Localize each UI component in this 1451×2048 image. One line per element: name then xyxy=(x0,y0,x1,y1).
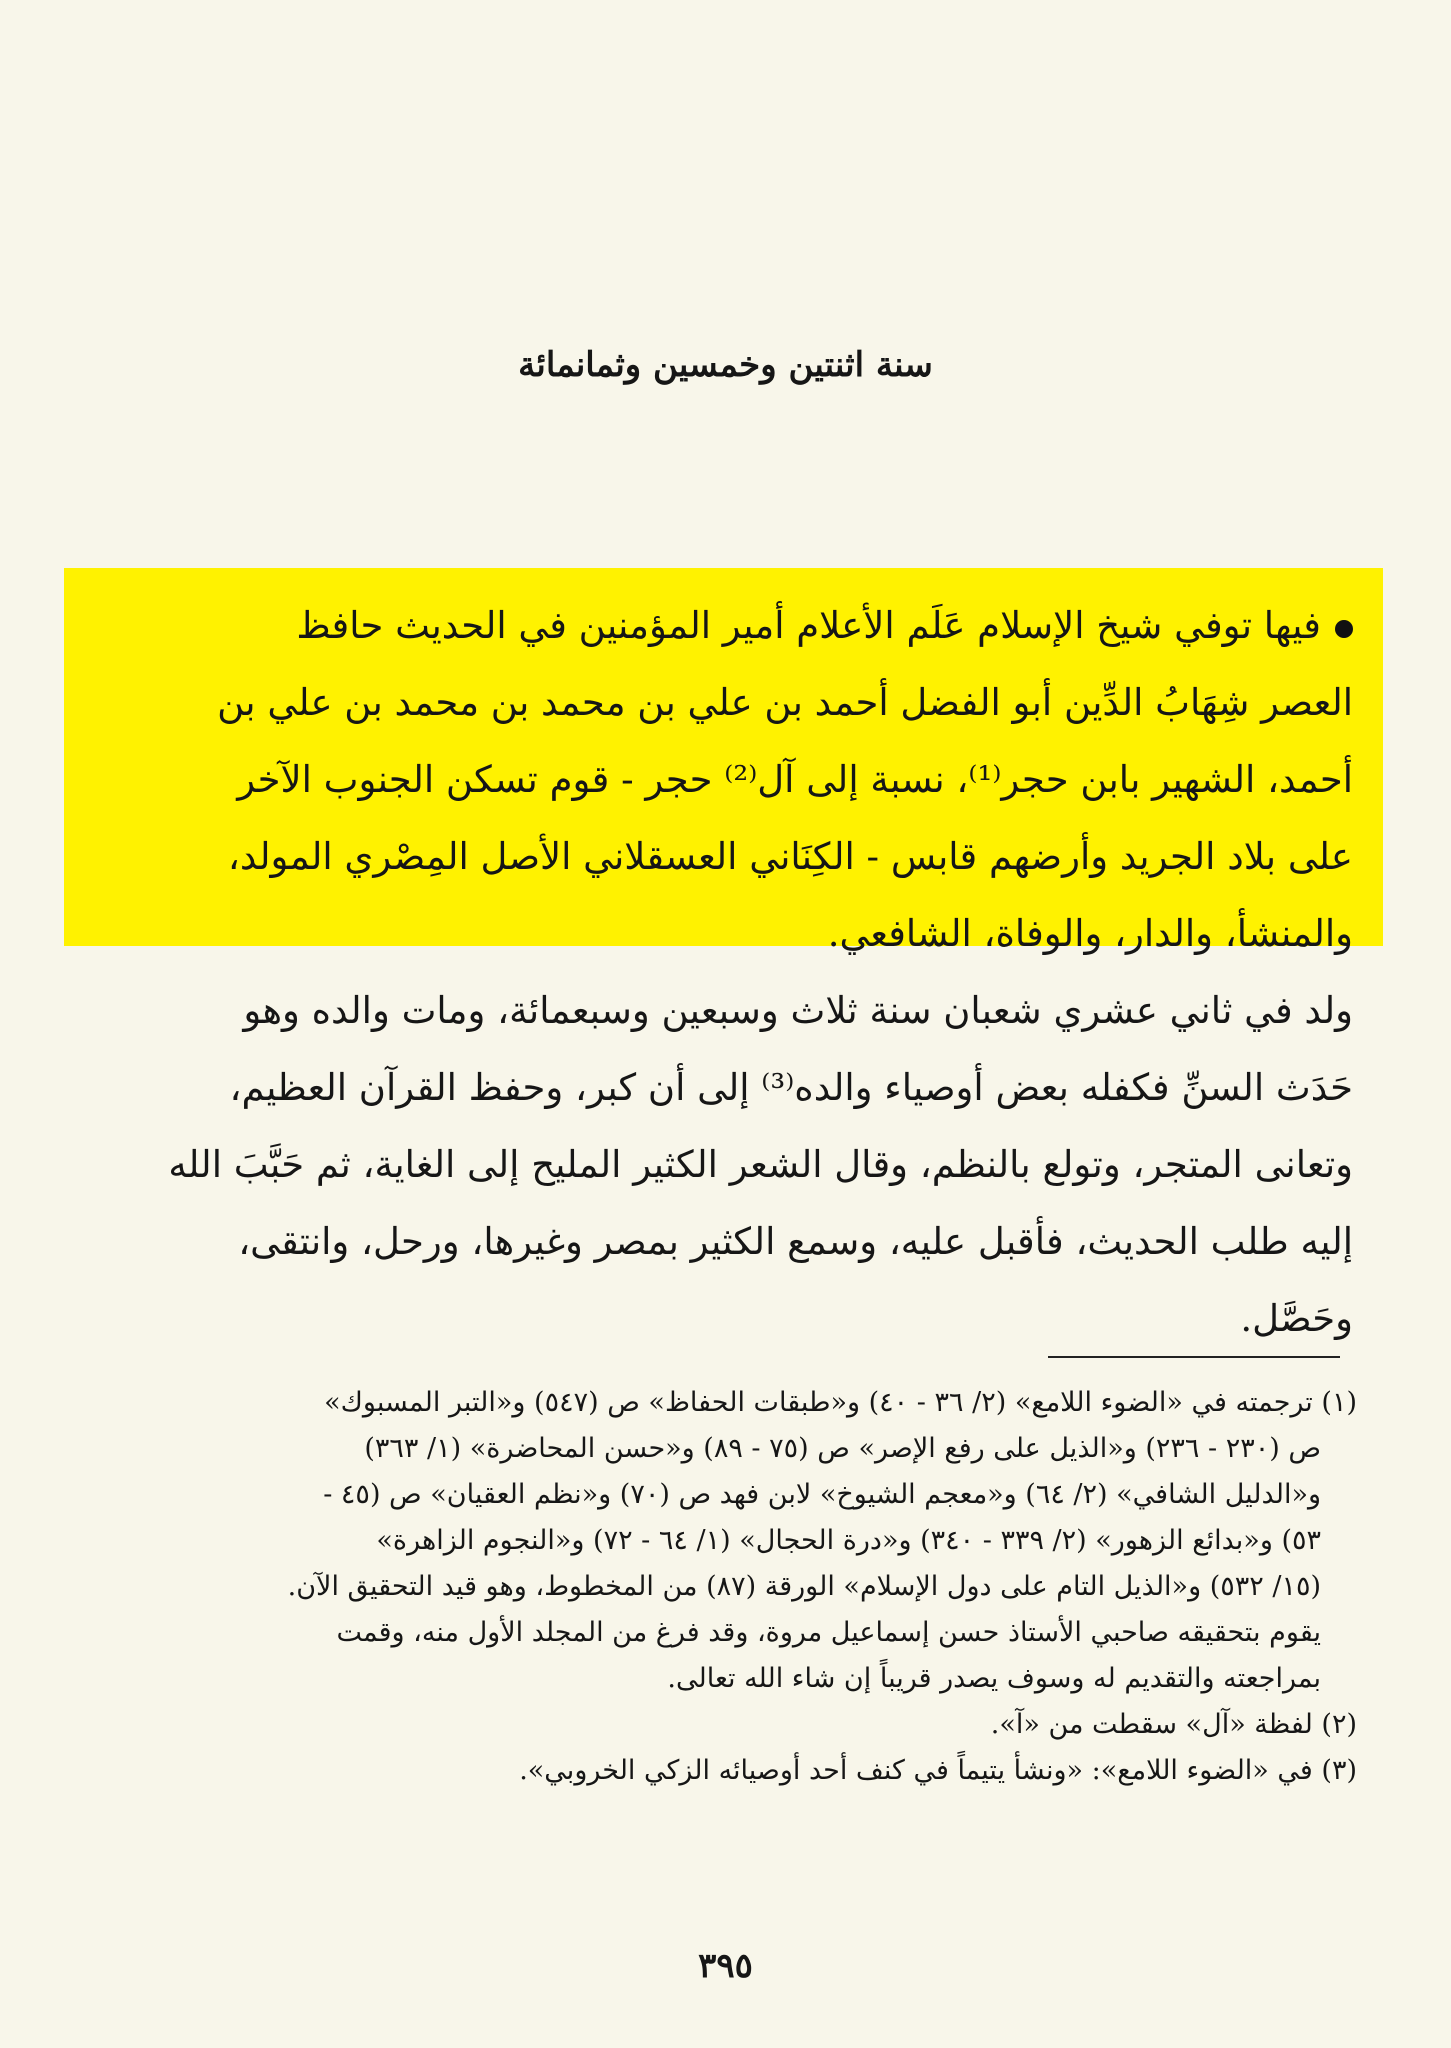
footnote-line: (٢) لفظة «آل» سقطت من «آ». xyxy=(990,1709,1357,1740)
paragraph-line: حَدَث السنِّ فكفله بعض أوصياء والده⁽³⁾ إلى أن كبر، وحفظ القرآن العظيم، xyxy=(229,1066,1353,1109)
highlighted-paragraph xyxy=(99,587,1353,972)
bullet-icon xyxy=(1335,620,1353,638)
paragraph-line: أحمد، الشهير بابن حجر⁽¹⁾، نسبة إلى آل⁽²⁾ حجر - قوم تسكن الجنوب الآخر xyxy=(237,758,1353,801)
chapter-heading: سنة اثنتين وخمسين وثمانمائة xyxy=(518,345,933,385)
footnote-separator xyxy=(1048,1356,1340,1358)
paragraph-line: إليه طلب الحديث، فأقبل عليه، وسمع الكثير بمصر وغيرها، ورحل، وانتقى، xyxy=(238,1220,1353,1263)
paragraph-line: وتعانى المتجر، وتولع بالنظم، وقال الشعر الكثير المليح إلى الغاية، ثم حَبَّبَ الله xyxy=(168,1143,1353,1186)
footnote-line: (١) ترجمته في «الضوء اللامع» (٢/ ٣٦ - ٤٠) و«طبقات الحفاظ» ص (٥٤٧) و«التبر المسبوك» xyxy=(324,1387,1357,1418)
footnote-line: (٣) في «الضوء اللامع»: «ونشأ يتيماً في كنف أحد أوصيائه الزكي الخروبي». xyxy=(519,1755,1357,1786)
paragraph-line: ولد في ثاني عشري شعبان سنة ثلاث وسبعين وسبعمائة، ومات والده وهو xyxy=(243,989,1353,1032)
footnote-line: و«الدليل الشافي» (٢/ ٦٤) و«معجم الشيوخ» لابن فهد ص (٧٠) و«نظم العقيان» ص (٤٥ - xyxy=(323,1479,1321,1510)
page-number: ٣٩٥ xyxy=(698,1946,753,1986)
footnote-line: بمراجعته والتقديم له وسوف يصدر قريباً إن شاء الله تعالى. xyxy=(667,1663,1321,1694)
paragraph-line: والمنشأ، والدار، والوفاة، الشافعي. xyxy=(827,912,1353,955)
footnote-3 xyxy=(95,1748,1357,1794)
paragraph-line: وحَصَّل. xyxy=(1240,1297,1353,1340)
footnote-2 xyxy=(95,1702,1357,1748)
paragraph-line: العصر شِهَابُ الدِّين أبو الفضل أحمد بن علي بن محمد بن محمد بن علي بن xyxy=(217,681,1353,724)
footnotes xyxy=(95,1380,1357,1794)
footnote-line: يقوم بتحقيقه صاحبي الأستاذ حسن إسماعيل مروة، وقد فرغ من المجلد الأول منه، وقمت xyxy=(336,1617,1321,1648)
footnote-line: ٥٣) و«بدائع الزهور» (٢/ ٣٣٩ - ٣٤٠) و«درة الحجال» (١/ ٦٤ - ٧٢) و«النجوم الزاهرة» xyxy=(376,1525,1321,1556)
paragraph-line: على بلاد الجريد وأرضهم قابس - الكِنَاني العسقلاني الأصل المِصْري المولد، xyxy=(227,835,1353,878)
body-paragraph xyxy=(99,972,1353,1357)
footnote-line: (١٥/ ٥٣٢) و«الذيل التام على دول الإسلام» الورقة (٨٧) من المخطوط، وهو قيد التحقيق الآن. xyxy=(287,1571,1321,1602)
footnote-1 xyxy=(95,1380,1357,1702)
footnote-line: ص (٢٣٠ - ٢٣٦) و«الذيل على رفع الإصر» ص (٧٥ - ٨٩) و«حسن المحاضرة» (١/ ٣٦٣) xyxy=(364,1433,1321,1464)
paragraph-line: فيها توفي شيخ الإسلام عَلَم الأعلام أمير المؤمنين في الحديث حافظ xyxy=(99,587,1353,664)
